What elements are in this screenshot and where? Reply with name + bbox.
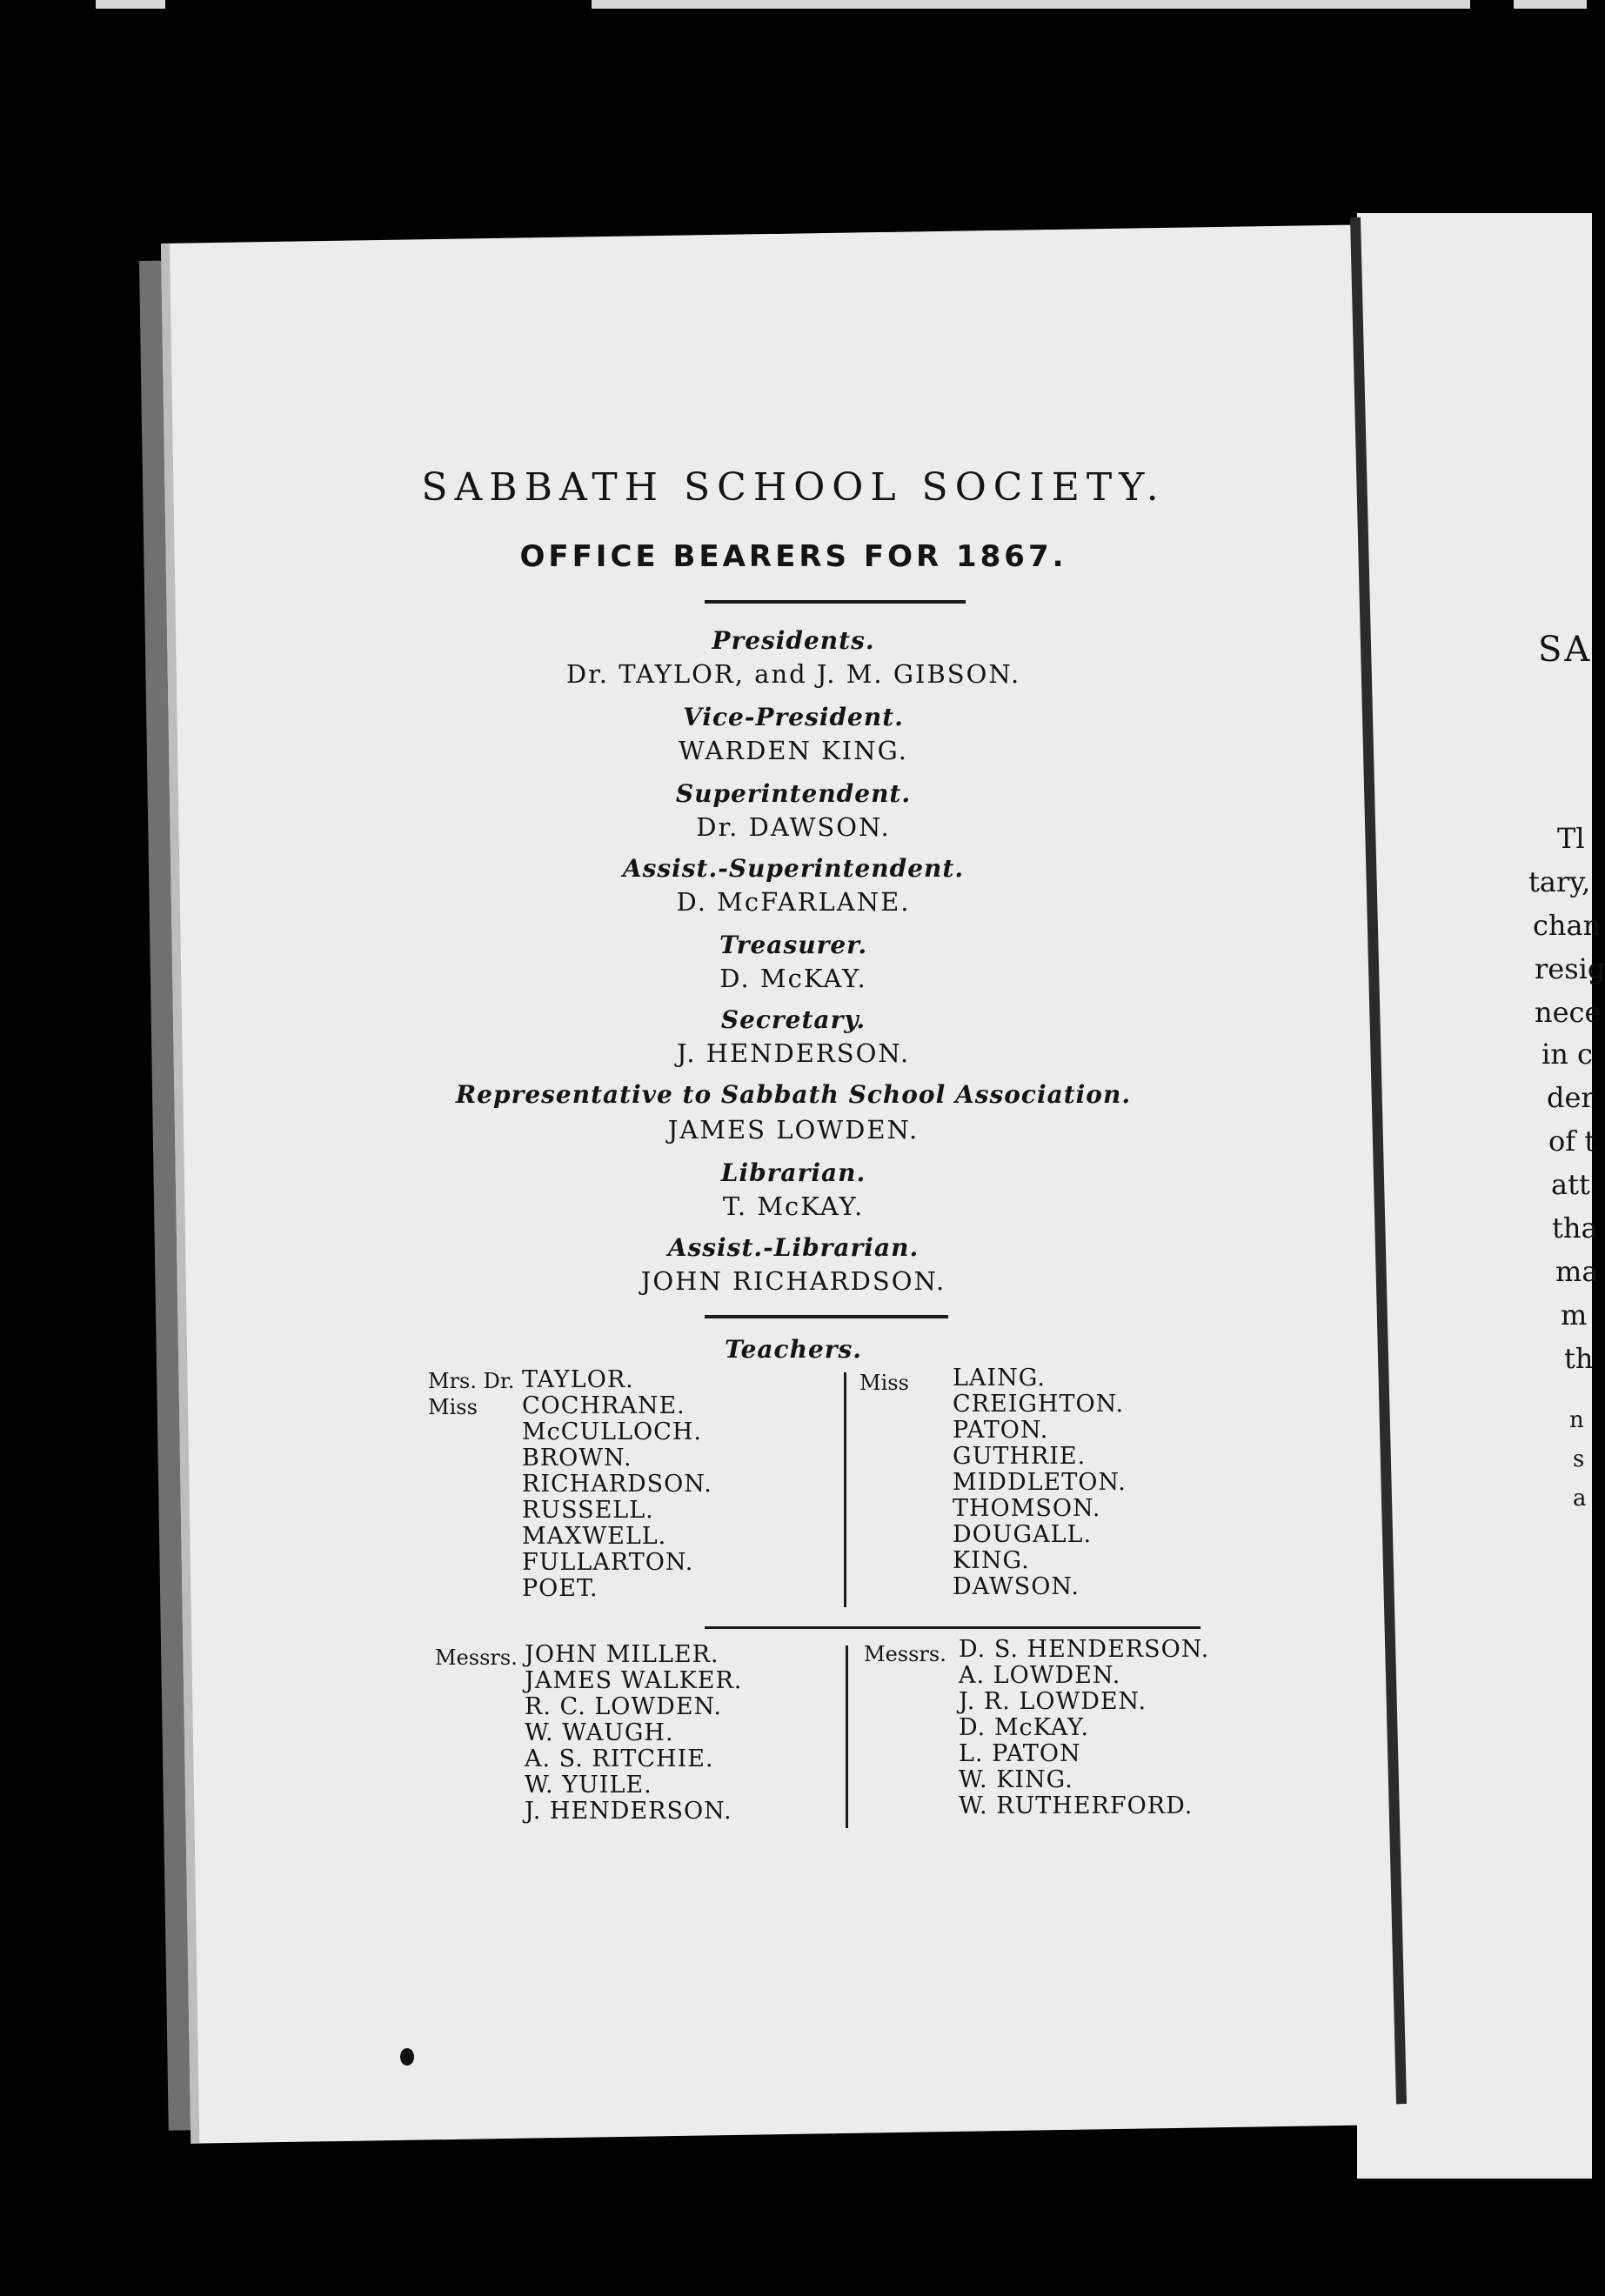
list-item: W. WAUGH. xyxy=(525,1719,674,1746)
officer-name: Dr. DAWSON. xyxy=(696,812,891,842)
list-item: McCULLOCH. xyxy=(522,1418,702,1445)
officer-name: J. HENDERSON. xyxy=(676,1038,911,1068)
list-item: D. S. HENDERSON. xyxy=(959,1636,1210,1663)
officer-role: Treasurer. xyxy=(719,931,868,959)
officer-role: Assist.-Librarian. xyxy=(667,1233,920,1262)
officer-name: D. McFARLANE. xyxy=(676,887,911,917)
list-item: MAXWELL. xyxy=(522,1523,667,1550)
facing-line: n xyxy=(1569,1407,1584,1433)
teacher-title-label: Mrs. Dr. xyxy=(428,1369,515,1393)
officer-name: JOHN RICHARDSON. xyxy=(640,1266,946,1296)
list-item: MIDDLETON. xyxy=(953,1469,1127,1496)
section-rule xyxy=(705,1626,1200,1629)
list-item: PATON. xyxy=(953,1417,1049,1444)
list-item: RICHARDSON. xyxy=(522,1471,712,1498)
list-item: CREIGHTON. xyxy=(953,1391,1125,1418)
list-item: THOMSON. xyxy=(953,1495,1101,1522)
column-divider xyxy=(846,1645,848,1828)
facing-line: att xyxy=(1551,1168,1590,1201)
teacher-title-label: Messrs. xyxy=(864,1642,946,1666)
facing-line: resig xyxy=(1535,952,1605,985)
officer-name: WARDEN KING. xyxy=(678,736,908,765)
list-item: JAMES WALKER. xyxy=(525,1667,743,1694)
ladies-left-list xyxy=(522,1367,712,1602)
list-item: DOUGALL. xyxy=(953,1521,1093,1548)
list-item: J. HENDERSON. xyxy=(525,1798,732,1825)
facing-line: nece xyxy=(1535,996,1602,1029)
list-item: BROWN. xyxy=(522,1445,632,1472)
officer-role: Representative to Sabbath School Association. xyxy=(455,1080,1132,1109)
officer-name: T. McKAY. xyxy=(722,1191,865,1221)
facing-heading: SA xyxy=(1538,630,1593,670)
officer-name: D. McKAY. xyxy=(719,964,867,993)
facing-line: chan xyxy=(1533,909,1602,942)
facing-line: m xyxy=(1561,1298,1588,1332)
page-title: SABBATH SCHOOL SOCIETY. xyxy=(421,465,1166,510)
list-item: JOHN MILLER. xyxy=(525,1641,719,1668)
facing-line: Tl xyxy=(1557,822,1585,855)
list-item: KING. xyxy=(953,1547,1030,1574)
gents-right-list xyxy=(959,1637,1209,1819)
officer-name: Dr. TAYLOR, and J. M. GIBSON. xyxy=(565,659,1021,689)
section-rule xyxy=(705,1315,948,1318)
facing-line: of t xyxy=(1548,1125,1596,1158)
facing-line: s xyxy=(1573,1446,1585,1472)
gents-left-list xyxy=(525,1642,742,1825)
list-item: W. KING. xyxy=(959,1766,1073,1793)
list-item: FULLARTON. xyxy=(522,1549,694,1576)
officer-role: Presidents. xyxy=(712,626,875,655)
officer-role: Assist.-Superintendent. xyxy=(622,854,965,883)
officer-role: Superintendent. xyxy=(675,779,912,808)
list-item: DAWSON. xyxy=(953,1573,1080,1600)
list-item: J. R. LOWDEN. xyxy=(959,1688,1147,1715)
ink-spot xyxy=(400,2048,414,2066)
teachers-heading: Teachers. xyxy=(724,1335,863,1364)
facing-line: a xyxy=(1573,1485,1587,1512)
facing-line: ma xyxy=(1555,1255,1599,1288)
column-divider xyxy=(844,1372,846,1607)
officer-role: Librarian. xyxy=(720,1158,866,1187)
teacher-title-label: Miss xyxy=(428,1395,478,1419)
list-item: L. PATON xyxy=(959,1740,1081,1767)
facing-line: tary, xyxy=(1528,865,1591,898)
officer-name: JAMES LOWDEN. xyxy=(667,1115,920,1145)
list-item: COCHRANE. xyxy=(522,1392,685,1419)
teacher-title-label: Miss xyxy=(859,1371,909,1395)
list-item: R. C. LOWDEN. xyxy=(525,1693,723,1720)
page-subtitle: OFFICE BEARERS FOR 1867. xyxy=(519,539,1067,574)
officer-role: Vice-President. xyxy=(683,703,904,731)
title-rule xyxy=(705,600,966,604)
list-item: W. YUILE. xyxy=(525,1772,652,1799)
list-item: A. LOWDEN. xyxy=(959,1662,1121,1689)
list-item: RUSSELL. xyxy=(522,1497,654,1524)
teacher-title-label: Messrs. xyxy=(435,1645,518,1670)
facing-line: in c xyxy=(1541,1038,1593,1071)
list-item: A. S. RITCHIE. xyxy=(525,1745,714,1772)
ladies-right-list xyxy=(953,1365,1127,1600)
list-item: D. McKAY. xyxy=(959,1714,1090,1741)
list-item: TAYLOR. xyxy=(522,1366,634,1393)
facing-line: der xyxy=(1547,1081,1595,1114)
facing-line: tha xyxy=(1552,1211,1598,1245)
list-item: LAING. xyxy=(953,1365,1046,1392)
officer-role: Secretary. xyxy=(720,1005,866,1034)
facing-line: th xyxy=(1564,1342,1594,1375)
list-item: W. RUTHERFORD. xyxy=(959,1792,1194,1819)
list-item: GUTHRIE. xyxy=(953,1443,1087,1470)
list-item: POET. xyxy=(522,1575,599,1602)
